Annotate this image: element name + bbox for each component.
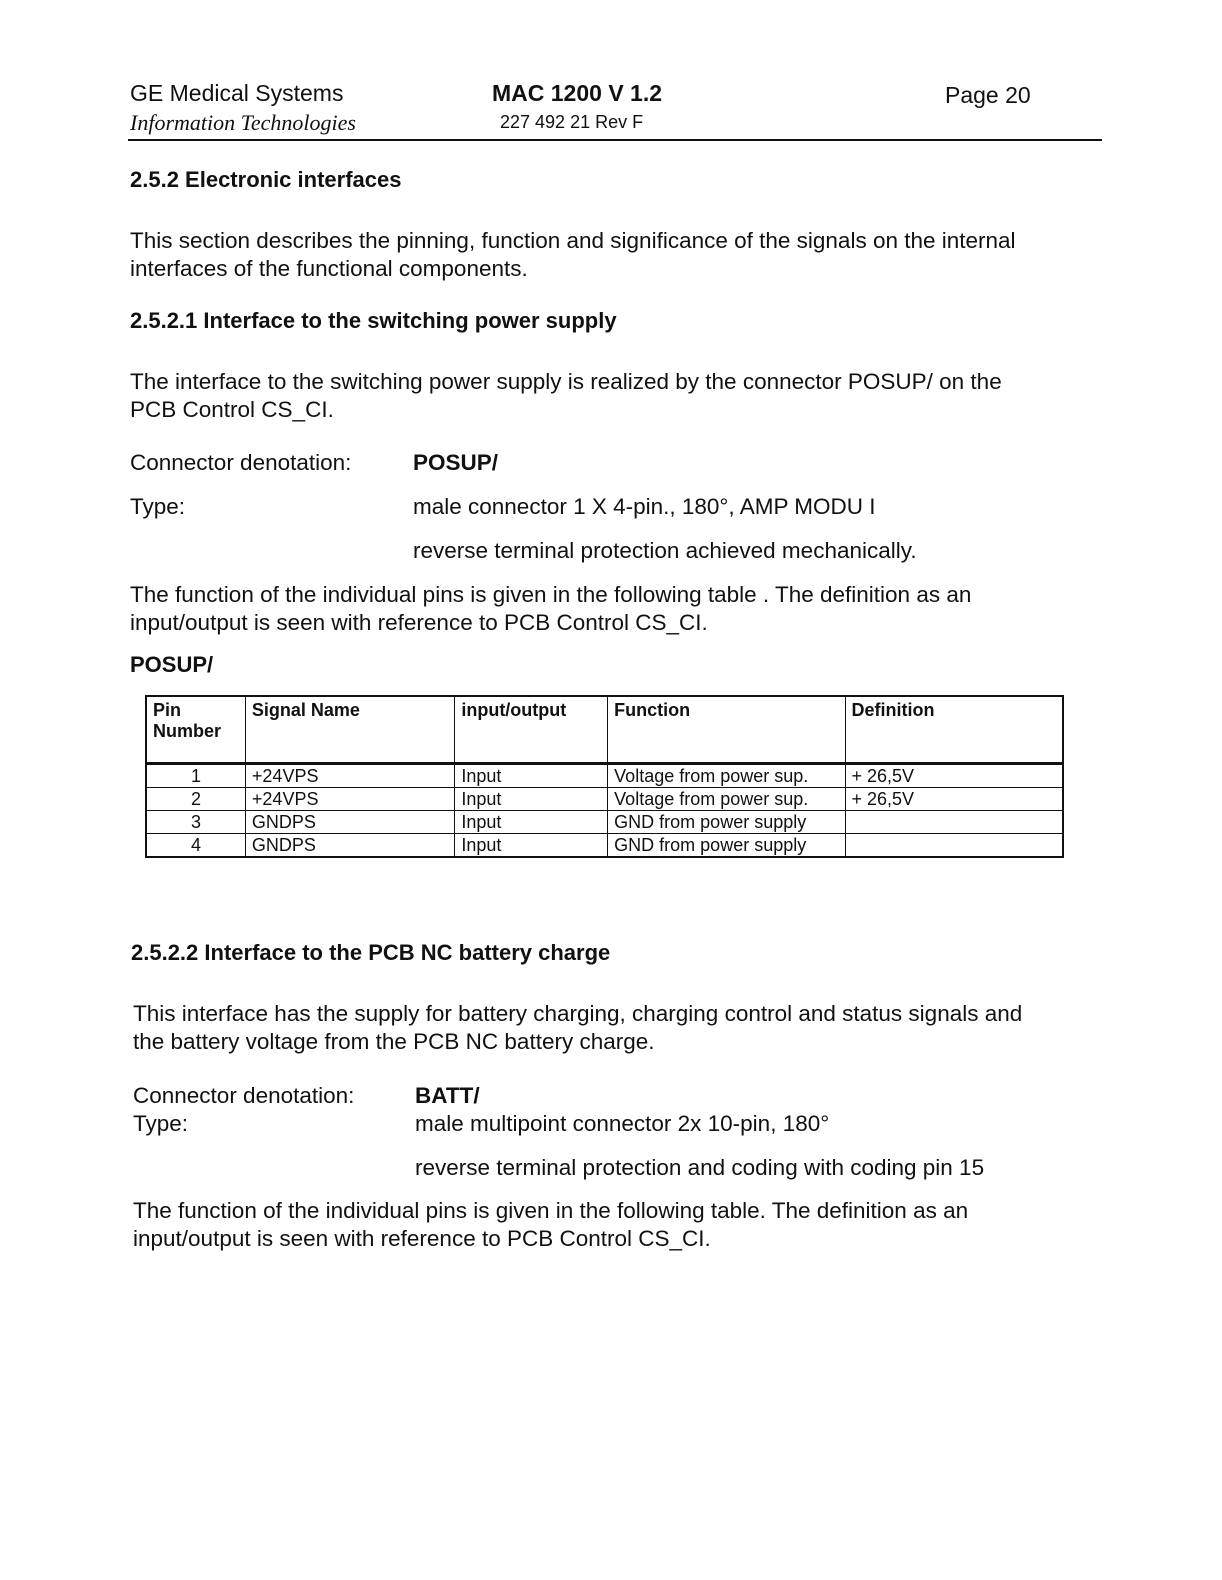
table-header-row	[146, 696, 1063, 764]
intro-line: This interface has the supply for battery charging, charging control and status signals and	[133, 1001, 1023, 1026]
column-header-pin-number: Pin Number	[146, 696, 245, 764]
header-page-number: Page 20	[945, 82, 1031, 108]
type-label: Type:	[130, 494, 186, 519]
connector-denotation-value: BATT/	[415, 1083, 480, 1108]
header-product: MAC 1200 V 1.2	[492, 80, 663, 106]
cell-function: GND from power supply	[608, 811, 845, 834]
section-2-5-2-1-intro	[130, 368, 1090, 424]
header-company: GE Medical Systems	[130, 80, 344, 106]
section-2-5-2-intro	[130, 227, 1090, 283]
table-row	[146, 834, 1063, 858]
cell-definition: + 26,5V	[845, 788, 1063, 811]
section-heading-2-5-2: 2.5.2 Electronic interfaces	[130, 167, 402, 192]
table-row	[146, 811, 1063, 834]
cell-io: Input	[455, 764, 608, 788]
cell-definition: + 26,5V	[845, 764, 1063, 788]
type-value-note: reverse terminal protection achieved mechanically.	[413, 538, 917, 563]
cell-signal: +24VPS	[245, 764, 454, 788]
section-2-5-2-2-intro	[133, 1000, 1093, 1056]
connector-denotation-label: Connector denotation:	[130, 450, 352, 475]
cell-io: Input	[455, 811, 608, 834]
cell-function: Voltage from power sup.	[608, 788, 845, 811]
cell-signal: GNDPS	[245, 834, 454, 858]
type-value-note: reverse terminal protection and coding with coding pin 15	[415, 1155, 985, 1180]
function-line: input/output is seen with reference to PCB Control CS_CI.	[133, 1226, 711, 1251]
function-line: input/output is seen with reference to PCB Control CS_CI.	[130, 610, 708, 635]
cell-pin: 2	[146, 788, 245, 811]
section-heading-2-5-2-2: 2.5.2.2 Interface to the PCB NC battery charge	[131, 940, 611, 965]
intro-line: the battery voltage from the PCB NC battery charge.	[133, 1029, 655, 1054]
header-division: Information Technologies	[130, 110, 356, 135]
posup-pin-table	[145, 695, 1064, 858]
intro-line: This section describes the pinning, function and significance of the signals on the internal	[130, 228, 1016, 253]
connector-denotation-value: POSUP/	[413, 450, 499, 475]
type-value: male connector 1 X 4-pin., 180°, AMP MODU I	[413, 494, 876, 519]
column-header-function: Function	[608, 696, 845, 764]
function-line: The function of the individual pins is given in the following table. The definition as an	[133, 1198, 969, 1223]
cell-pin: 1	[146, 764, 245, 788]
intro-line: interfaces of the functional components.	[130, 256, 528, 281]
type-value: male multipoint connector 2x 10-pin, 180°	[415, 1111, 830, 1136]
header-doc-number: 227 492 21 Rev F	[500, 112, 644, 132]
cell-signal: GNDPS	[245, 811, 454, 834]
cell-io: Input	[455, 834, 608, 858]
cell-function: Voltage from power sup.	[608, 764, 845, 788]
column-header-definition: Definition	[845, 696, 1063, 764]
cell-pin: 3	[146, 811, 245, 834]
type-label: Type:	[133, 1111, 189, 1136]
connector-denotation-label: Connector denotation:	[133, 1083, 355, 1108]
section-heading-2-5-2-1: 2.5.2.1 Interface to the switching power supply	[130, 308, 617, 333]
intro-line: The interface to the switching power supply is realized by the connector POSUP/ on the	[130, 369, 1002, 394]
cell-pin: 4	[146, 834, 245, 858]
function-line: The function of the individual pins is given in the following table . The definition as an	[130, 582, 972, 607]
table-row	[146, 788, 1063, 811]
table-row	[146, 764, 1063, 788]
intro-line: PCB Control CS_CI.	[130, 397, 334, 422]
column-header-input-output: input/output	[455, 696, 608, 764]
function-description	[133, 1197, 1093, 1253]
function-description	[130, 581, 1090, 637]
cell-signal: +24VPS	[245, 788, 454, 811]
cell-definition	[845, 811, 1063, 834]
table-title: POSUP/	[130, 652, 214, 677]
cell-function: GND from power supply	[608, 834, 845, 858]
column-header-signal-name: Signal Name	[245, 696, 454, 764]
cell-definition	[845, 834, 1063, 858]
cell-io: Input	[455, 788, 608, 811]
header-divider	[128, 139, 1102, 141]
